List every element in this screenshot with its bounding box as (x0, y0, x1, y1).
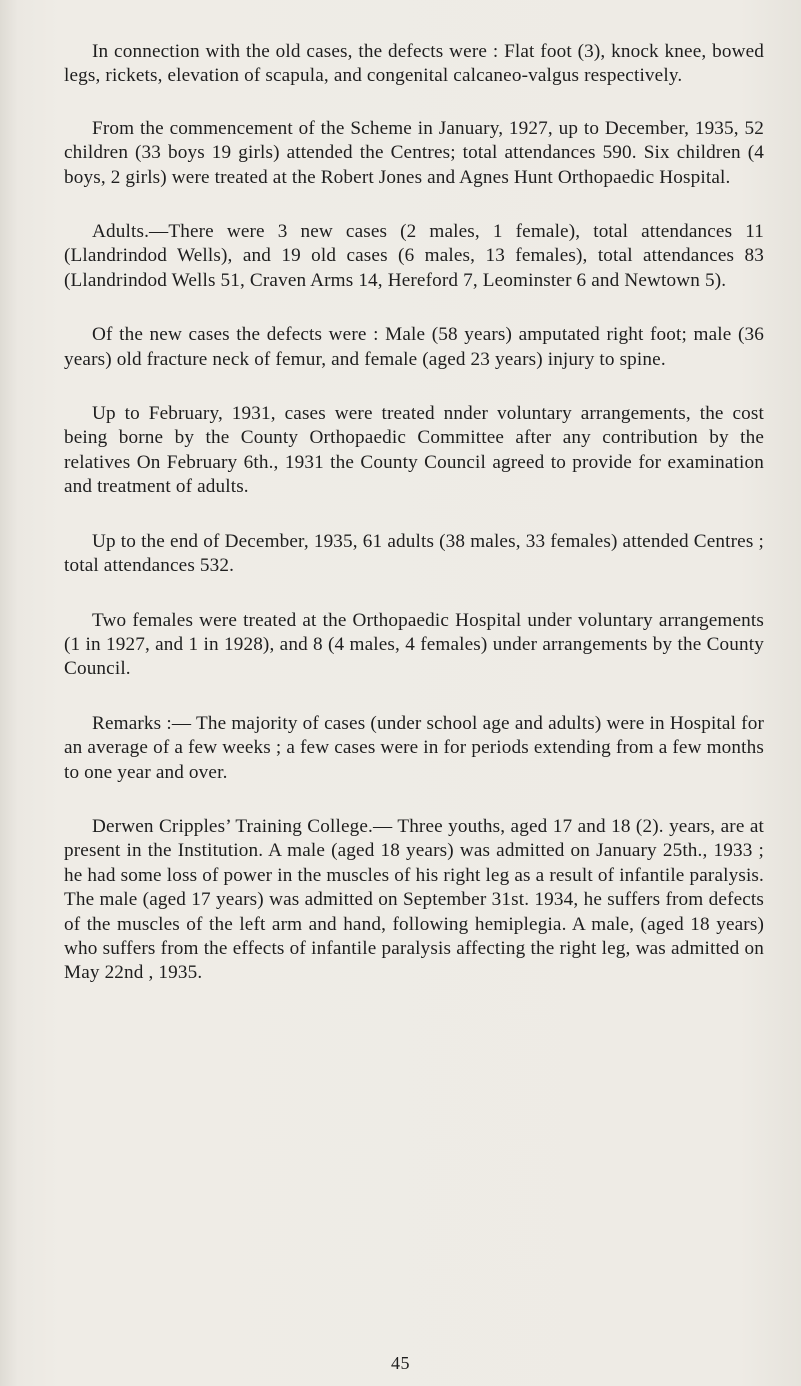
paragraph-hospital-females: Two females were treated at the Orthopaedic Hospital under voluntary arrangements (1 in 1927, and 1 in 1928), and 8 (4 males, 4 females) under arrangements by the County Council. (64, 609, 764, 680)
page-body (64, 40, 764, 1016)
paragraph-adult-attendances: Up to the end of December, 1935, 61 adults (38 males, 33 females) attended Centres ; total attendances 532. (64, 530, 764, 577)
paragraph-remarks: Remarks :— The majority of cases (under school age and adults) were in Hospital for an average of a few weeks ; a few cases were in for periods extending from a few months to one year and over. (64, 712, 764, 783)
paragraph-old-cases-defects: In connection with the old cases, the defects were : Flat foot (3), knock knee, bowed legs, rickets, elevation of scapula, and congenital calcaneo-valgus respectively. (64, 41, 764, 87)
page-number: 45 (391, 1353, 410, 1373)
paragraph-derwen-college: Derwen Cripples’ Training College.— Three youths, aged 17 and 18 (2). years, are at present in the Institution. A male (aged 18 years) was admitted on January 25th., 1933 ; he had some loss of power in the muscles of his right leg as a result of infantile paralysis. The male (aged 17 years) was admitted on September 31st. 1934, he suffers from defects of the muscles of the left arm and hand, following hemiplegia. A male, (aged 18 years) who suffers from the effects of infantile paralysis affecting the right leg, was admitted on May 22nd , 1935. (64, 815, 764, 984)
paragraph-adults: Adults.—There were 3 new cases (2 males, 1 female), total attendances 11 (Llandrindod Wells), and 19 old cases (6 males, 13 females), total attendances 83 (Llandrindod Wells 51, Craven Arms 14, Hereford 7, Leominster 6 and Newtown 5). (64, 221, 764, 291)
paragraph-new-cases-defects: Of the new cases the defects were : Male (58 years) amputated right foot; male (36 years) old fracture neck of femur, and female (aged 23 years) injury to spine. (64, 324, 764, 370)
paragraph-voluntary-arrangements: Up to February, 1931, cases were treated nnder voluntary arrangements, the cost being borne by the County Orthopaedic Committee after any contribution by the relatives On February 6th., 1931 the County Council agreed to provide for examination and treatment of adults. (64, 403, 764, 498)
paragraph-scheme-children: From the commencement of the Scheme in January, 1927, up to December, 1935, 52 children (33 boys 19 girls) attended the Centres; total attendances 590. Six children (4 boys, 2 girls) were treated at the Robert Jones and Agnes Hunt Orthopaedic Hospital. (64, 117, 764, 188)
